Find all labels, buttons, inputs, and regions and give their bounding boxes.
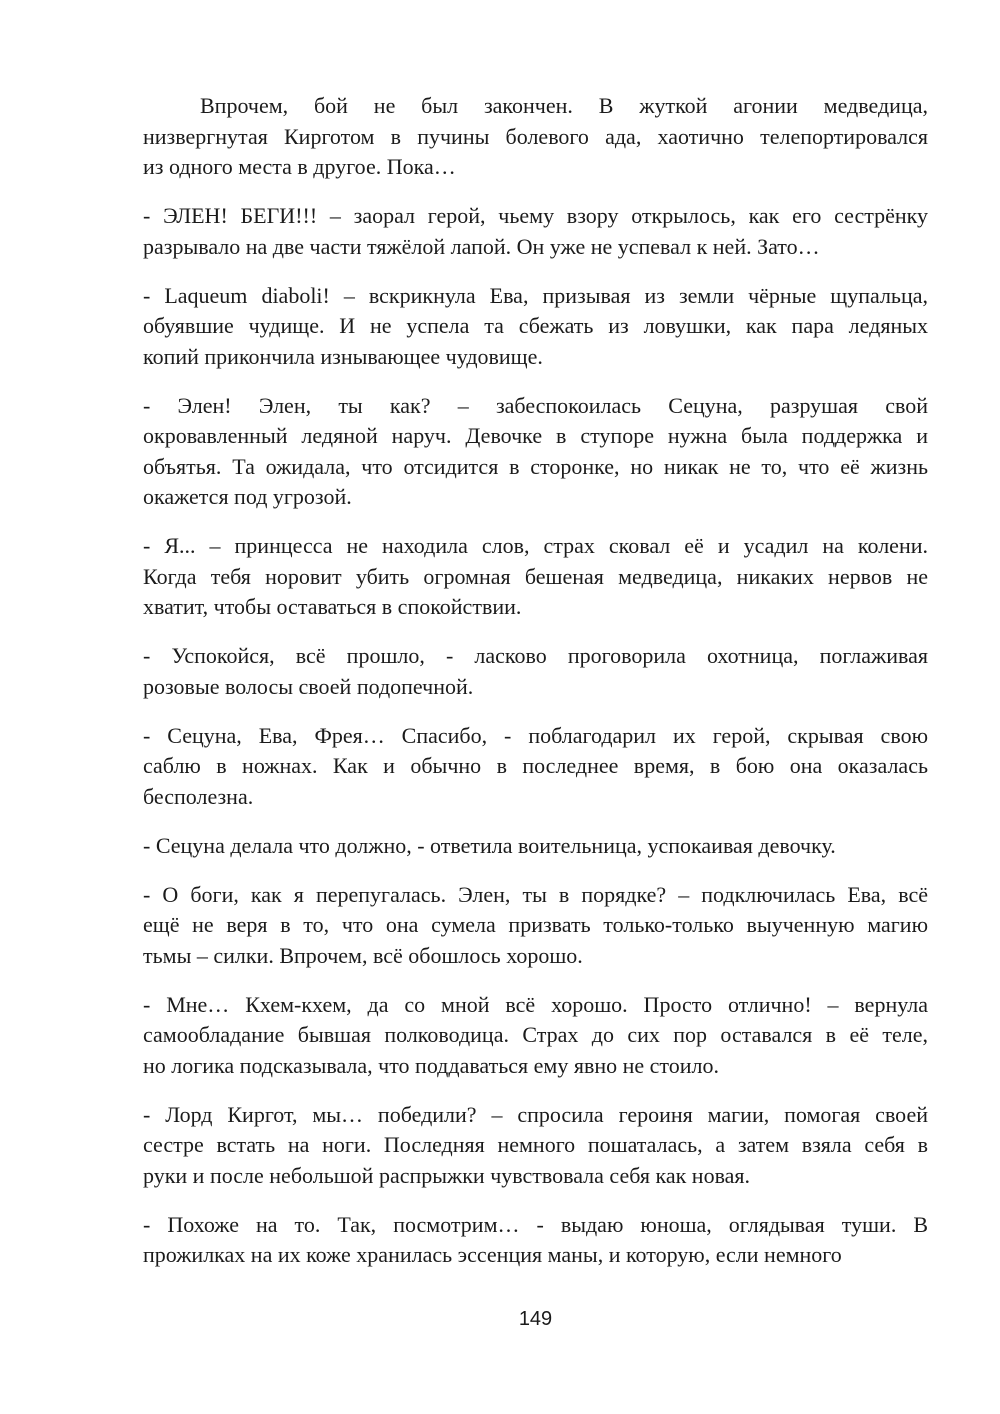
text-line: но логика подсказывала, что поддаваться ему явно не стоило.: [143, 1052, 720, 1078]
paragraph-11: [143, 1100, 928, 1192]
text-line: хватит, чтобы оставаться в спокойствии.: [143, 594, 522, 619]
paragraph-10: [143, 990, 928, 1082]
text-line: обуявшие чудище. И не успела та сбежать из ловушки, как пара ледяных: [143, 313, 928, 338]
text-line: самообладание бывшая полководица. Страх до сих пор оставался в её теле,: [143, 1022, 928, 1047]
text-line: - Элен! Элен, ты как? – забеспокоилась Сецуна, разрушая свой: [143, 392, 928, 418]
text-line: - О боги, как я перепугалась. Элен, ты в порядке? – подключилась Ева, всё: [143, 881, 928, 907]
text-line: копий прикончила изнывающее чудовище.: [143, 343, 543, 369]
text-line: - Сецуна, Ева, Фрея… Спасибо, - поблагодарил их герой, скрывая свою: [143, 722, 928, 748]
paragraph-5: [143, 531, 928, 623]
text-line: - ЭЛЕН! БЕГИ!!! – заорал герой, чьему взору открылось, как его сестрёнку: [143, 203, 928, 228]
text-line: руки и после небольшой распрыжки чувствовала себя как новая.: [143, 1162, 751, 1188]
text-line: окажется под угрозой.: [143, 484, 352, 509]
text-line: сестре встать на ноги. Последняя немного пошаталась, а затем взяла себя в: [143, 1132, 928, 1157]
text-line: прожилках на их коже хранилась эссенция маны, и которую, если немного: [143, 1242, 842, 1267]
paragraph-3: [143, 281, 928, 373]
page-text: [143, 91, 928, 1289]
page-number: 149: [518, 1308, 553, 1330]
paragraph-7: [143, 721, 928, 813]
text-line: - Я... – принцесса не находила слов, страх сковал её и усадил на колени.: [143, 533, 928, 558]
paragraph-8: [143, 831, 928, 862]
paragraph-6: [143, 641, 928, 702]
paragraph-12: [143, 1210, 928, 1271]
text-line: - Успокойся, всё прошло, - ласково проговорила охотница, поглаживая: [143, 643, 928, 668]
text-line: ещё не веря в то, что она сумела призвать только-только выученную магию: [143, 912, 928, 937]
text-line: окровавленный ледяной наруч. Девочке в ступоре нужна была поддержка и: [143, 423, 928, 448]
paragraph-4: [143, 391, 928, 513]
text-line: низвергнутая Кирготом в пучины болевого ада, хаотично телепортировался: [143, 123, 928, 149]
paragraph-9: [143, 880, 928, 972]
text-line: - Лорд Киргот, мы… победили? – спросила героиня магии, помогая своей: [143, 1101, 928, 1127]
text-line: розовые волосы своей подопечной.: [143, 673, 474, 699]
text-line: Когда тебя норовит убить огромная бешеная медведица, никаких нервов не: [143, 563, 928, 589]
text-line: из одного места в другое. Пока…: [143, 154, 456, 179]
text-line: тьмы – силки. Впрочем, всё обошлось хорошо.: [143, 942, 583, 968]
paragraph-2: [143, 201, 928, 262]
text-line: - Мне… Кхем-кхем, да со мной всё хорошо. Просто отлично! – вернула: [143, 991, 928, 1017]
text-line: разрывало на две части тяжёлой лапой. Он уже не успевал к ней. Зато…: [143, 233, 820, 259]
text-line: объятья. Та ожидала, что отсидится в сторонке, но никак не то, что её жизнь: [143, 453, 928, 479]
text-line: саблю в ножнах. Как и обычно в последнее время, в бою она оказалась: [143, 753, 928, 778]
text-line: - Похоже на то. Так, посмотрим… - выдаю юноша, оглядывая туши. В: [143, 1211, 928, 1237]
text-line: Впрочем, бой не был закончен. В жуткой агонии медведица,: [200, 93, 928, 118]
text-line: - Laqueum diaboli! – вскрикнула Ева, призывая из земли чёрные щупальца,: [143, 282, 928, 308]
paragraph-1: [143, 91, 928, 183]
text-line: - Сецуна делала что должно, - ответила воительница, успокаивая девочку.: [143, 832, 836, 858]
text-line: бесполезна.: [143, 783, 254, 809]
